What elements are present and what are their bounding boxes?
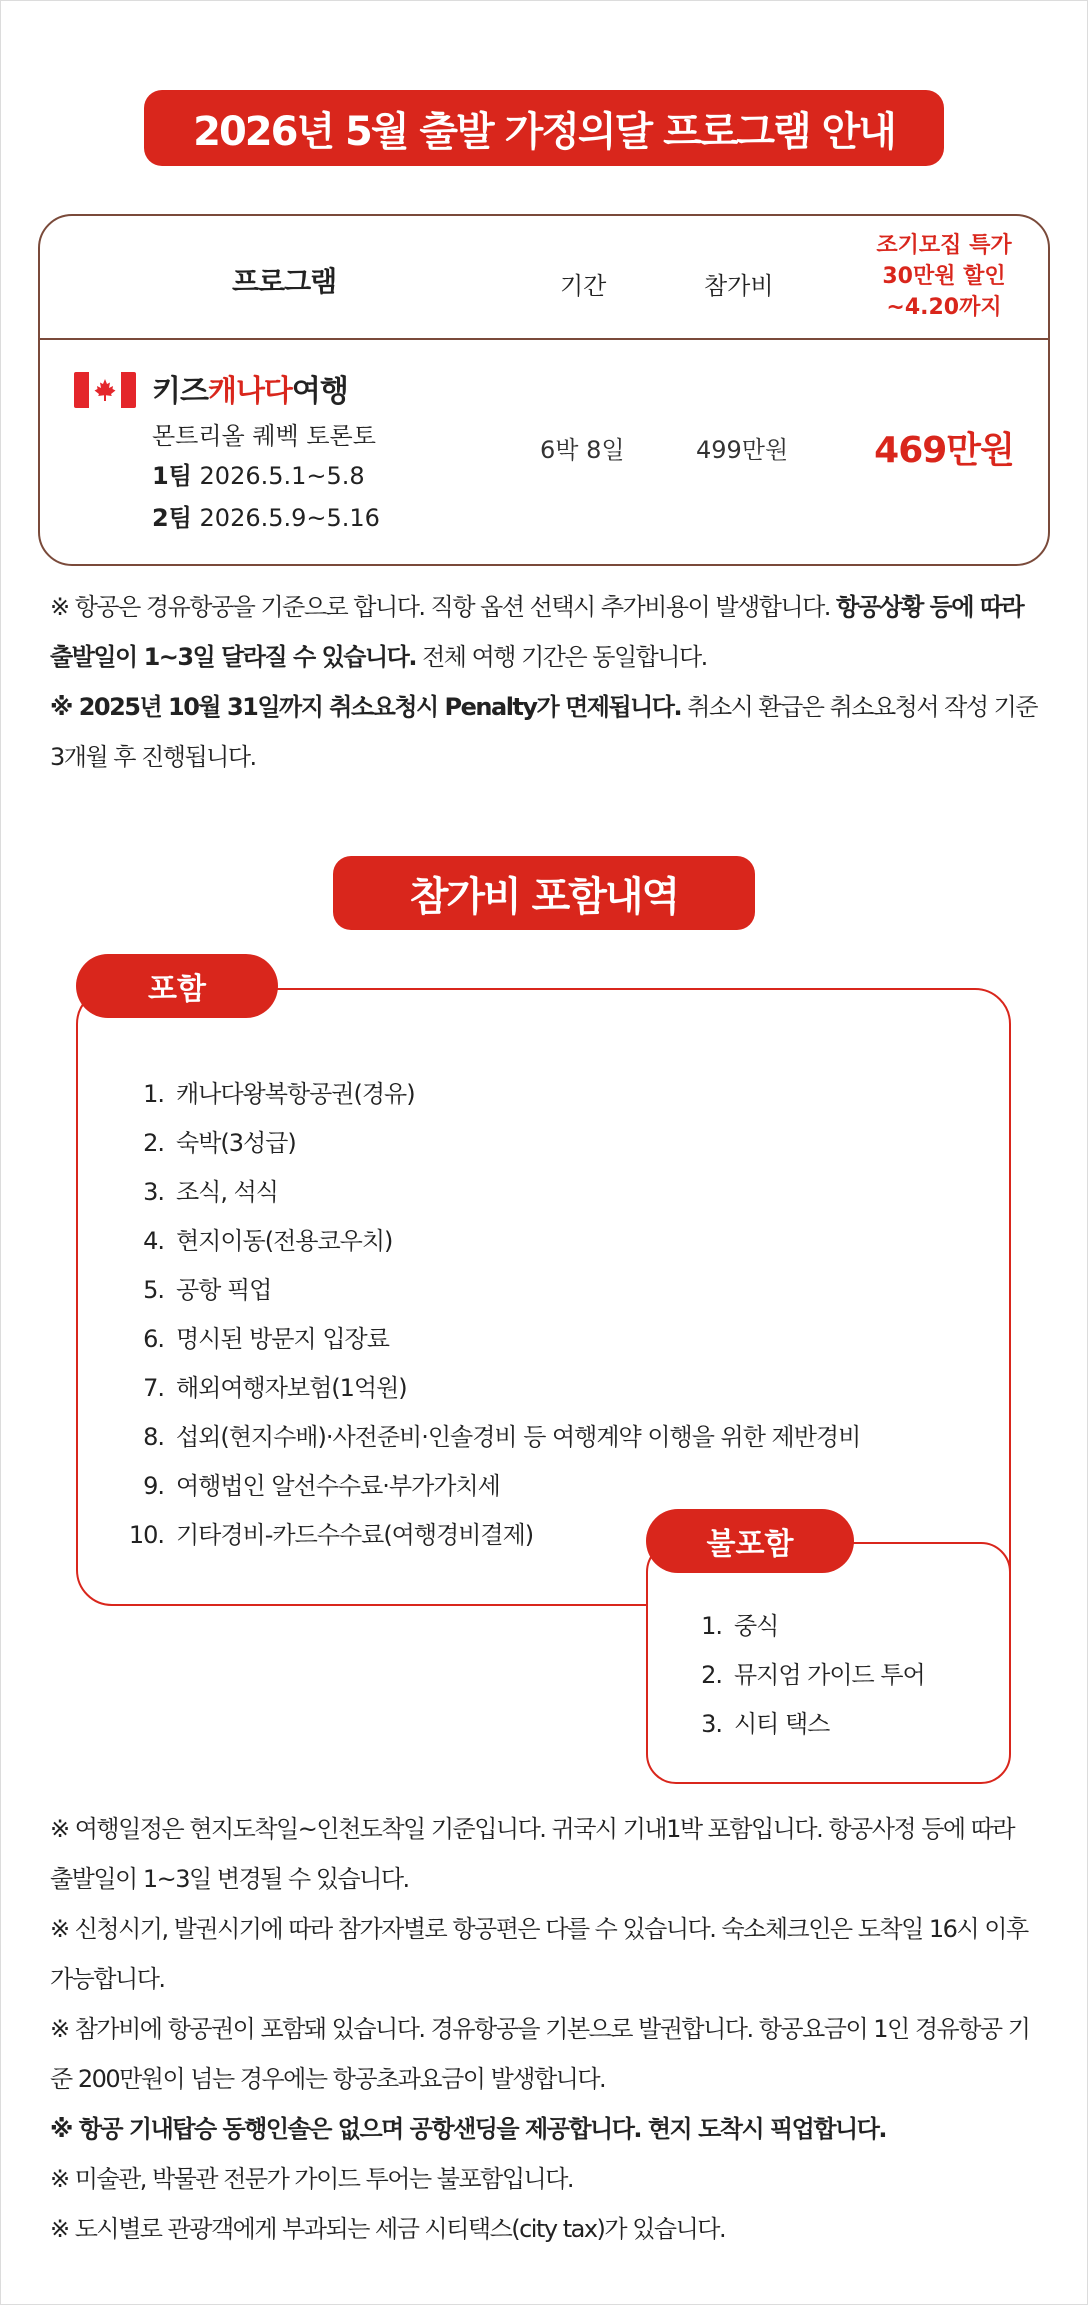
list-item-number: 5. (143, 1276, 164, 1304)
canada-flag-icon (74, 372, 136, 408)
list-item-text: 숙박(3성급) (176, 1129, 296, 1157)
note-item: ※ 도시별로 관광객에게 부과되는 세금 시티택스(city tax)가 있습니다. (50, 2215, 726, 2243)
header-program: 프로그램 (232, 265, 337, 298)
list-item (120, 1315, 860, 1364)
cell-special-price: 469만원 (874, 430, 1014, 471)
include-tab: 포함 (76, 954, 278, 1018)
notes-top (50, 582, 1040, 782)
list-item (120, 1119, 860, 1168)
notes-bottom (50, 1804, 1040, 2254)
list-item-number: 4. (143, 1227, 164, 1255)
list-item-number: 2. (143, 1129, 164, 1157)
list-item-text: 공항 픽업 (176, 1276, 272, 1304)
include-list (120, 1070, 860, 1560)
list-item-text: 섭외(현지수배)·사전준비·인솔경비 등 여행계약 이행을 위한 제반경비 (176, 1423, 861, 1451)
list-item-text: 명시된 방문지 입장료 (176, 1325, 389, 1353)
program-table (38, 214, 1050, 566)
list-item-number: 7. (143, 1374, 164, 1402)
list-item-number: 9. (143, 1472, 164, 1500)
team2-dates: 2팀 2026.5.9~5.16 (152, 504, 380, 532)
list-item-number: 6. (143, 1325, 164, 1353)
list-item-text: 중식 (734, 1612, 779, 1640)
cell-period: 6박 8일 (540, 436, 625, 464)
early-bird-line2: 30만원 할인 (882, 264, 1006, 289)
note-item: ※ 항공 기내탑승 동행인솔은 없으며 공항샌딩을 제공합니다. 현지 도착시 픽업합니다. (50, 2115, 887, 2143)
note-item: ※ 신청시기, 발권시기에 따라 참가자별로 항공편은 다를 수 있습니다. 숙소체크인은 도착일 16시 이후 가능합니다. (50, 1915, 1028, 1993)
note-item: ※ 미술관, 박물관 전문가 가이드 투어는 불포함입니다. (50, 2165, 574, 2193)
program-name: 키즈캐나다여행 (152, 374, 348, 409)
list-item (120, 1217, 860, 1266)
team1-dates: 1팀 2026.5.1~5.8 (152, 462, 365, 490)
list-item-text: 여행법인 알선수수료·부가가치세 (176, 1472, 500, 1500)
list-item-number: 10. (128, 1521, 164, 1549)
list-item-text: 뮤지엄 가이드 투어 (734, 1661, 925, 1689)
program-cities: 몬트리올 퀘벡 토론토 (152, 422, 376, 450)
list-item-number: 2. (701, 1661, 722, 1689)
list-item-number: 1. (143, 1080, 164, 1108)
note-item: ※ 여행일정은 현지도착일~인천도착일 기준입니다. 귀국시 기내1박 포함입니다. 항공사정 등에 따라 출발일이 1~3일 변경될 수 있습니다. (50, 1815, 1015, 1893)
early-bird-line3: ~4.20까지 (886, 295, 1002, 320)
list-item (678, 1700, 925, 1749)
exclude-list (678, 1602, 925, 1749)
note-item: ※ 참가비에 항공권이 포함돼 있습니다. 경유항공을 기본으로 발권합니다. 항공요금이 1인 경유항공 기준 200만원이 넘는 경우에는 항공초과요금이 발생합니다. (50, 2015, 1030, 2093)
header-early-bird (846, 230, 1042, 323)
list-item-text: 캐나다왕복항공권(경유) (176, 1080, 415, 1108)
section-title: 참가비 포함내역 (333, 856, 755, 930)
list-item-text: 현지이동(전용코우치) (176, 1227, 393, 1255)
table-divider (40, 338, 1048, 340)
early-bird-line1: 조기모집 특가 (876, 233, 1012, 258)
list-item (120, 1168, 860, 1217)
list-item-text: 기타경비-카드수수료(여행경비결제) (176, 1521, 534, 1549)
note-item: ※ 2025년 10월 31일까지 취소요청시 Penalty가 면제됩니다. 취소시 환급은 취소요청서 작성 기준 3개월 후 진행됩니다. (50, 693, 1038, 771)
list-item-number: 3. (143, 1178, 164, 1206)
exclude-tab: 불포함 (646, 1509, 854, 1573)
list-item-text: 시티 택스 (734, 1710, 830, 1738)
list-item (678, 1651, 925, 1700)
note-item: ※ 항공은 경유항공을 기준으로 합니다. 직항 옵션 선택시 추가비용이 발생합니다. 항공상황 등에 따라 출발일이 1~3일 달라질 수 있습니다. 전체 여행 기간은 동일합니다. (50, 593, 1024, 671)
cell-fee: 499만원 (696, 436, 789, 464)
list-item (120, 1364, 860, 1413)
list-item (120, 1413, 860, 1462)
list-item (120, 1462, 860, 1511)
list-item-number: 1. (701, 1612, 722, 1640)
header-period: 기간 (560, 272, 607, 300)
list-item-number: 3. (701, 1710, 722, 1738)
list-item-number: 8. (143, 1423, 164, 1451)
list-item-text: 해외여행자보험(1억원) (176, 1374, 407, 1402)
list-item (120, 1070, 860, 1119)
page-title: 2026년 5월 출발 가정의달 프로그램 안내 (144, 90, 944, 166)
list-item (678, 1602, 925, 1651)
list-item-text: 조식, 석식 (176, 1178, 278, 1206)
header-fee: 참가비 (704, 272, 774, 300)
list-item (120, 1266, 860, 1315)
